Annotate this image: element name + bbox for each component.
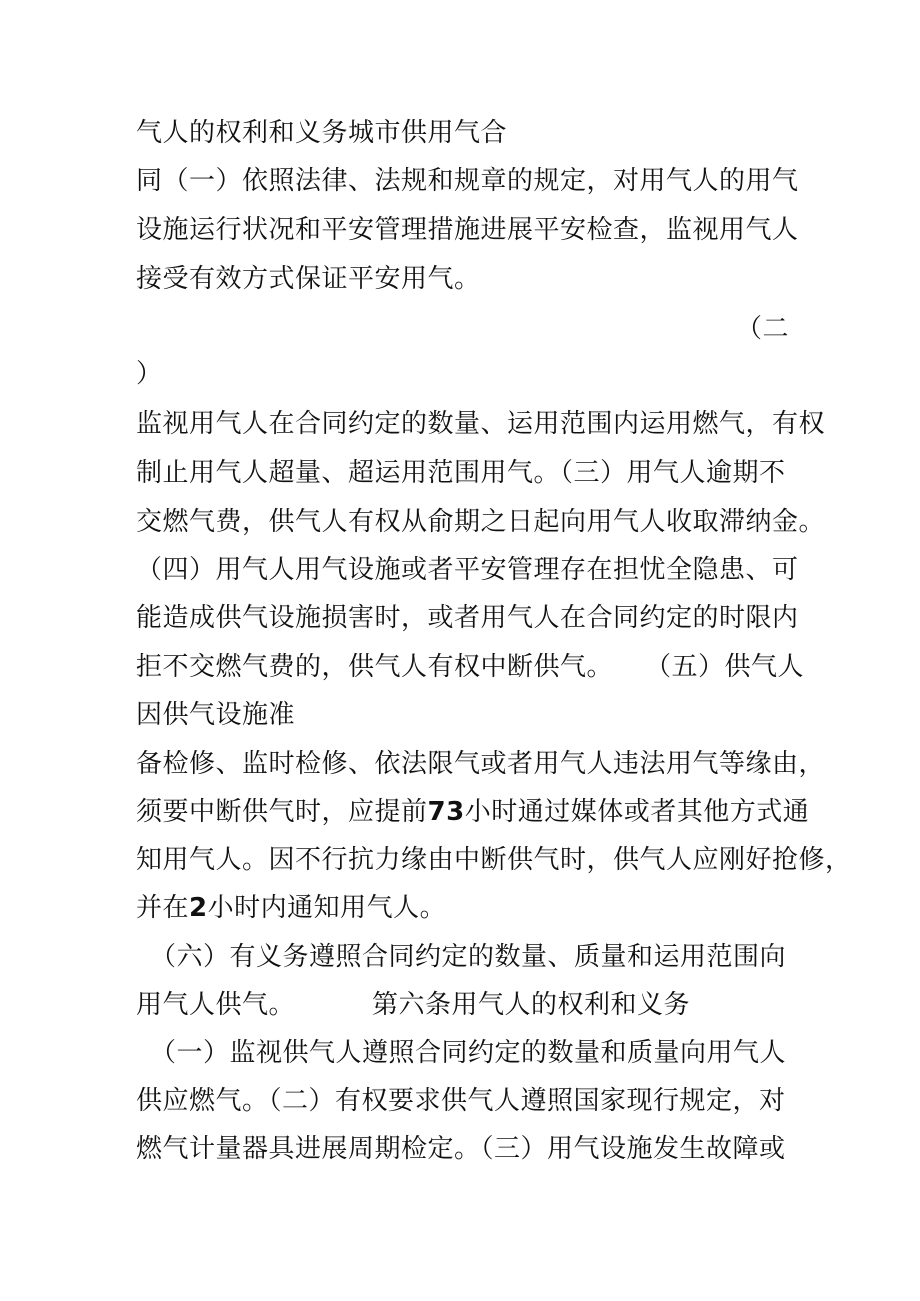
text-line: 同（一）依照法律、法规和规章的规定，对用气人的用气 <box>136 166 799 196</box>
text-line: 供应燃气。（二）有权要求供气人遵照国家现行规定，对 <box>136 1086 786 1116</box>
text-line: 拒不交燃气费的，供气人有权中断供气。 <box>136 652 614 682</box>
text-line: 制止用气人超量、超运用范围用气。（三）用气人逾期不 <box>136 458 786 488</box>
text-line: 知用气人。因不行抗力缘由中断供气时，供气人应刚好抢修， <box>136 845 852 875</box>
text-line: 燃气计量器具进展周期检定。（三）用气设施发生故障或 <box>136 1134 786 1164</box>
text-segment: 小时内通知用气人。 <box>207 893 447 923</box>
text-line: 监视用气人在合同约定的数量、运用范围内运用燃气，有权 <box>136 409 826 439</box>
text-line <box>136 795 809 829</box>
text-line: 用气人供气。 <box>136 990 296 1020</box>
text-line: （二 <box>736 314 790 344</box>
text-line: 设施运行状况和平安管理措施进展平安检查，监视用气人 <box>136 215 799 245</box>
text-line: 接受有效方式保证平安用气。 <box>136 264 481 294</box>
text-segment: 小时通过媒体或者其他方式通 <box>464 797 810 827</box>
text-line: （五）供气人 <box>645 652 805 682</box>
bold-number: 73 <box>427 797 465 827</box>
text-line <box>136 891 446 925</box>
text-segment: 须要中断供气时，应提前 <box>136 797 428 827</box>
text-line: （一）监视供气人遵照合同约定的数量和质量向用气人 <box>150 1038 787 1068</box>
text-line: 因供气设施准 <box>136 700 296 730</box>
text-line: ） <box>136 359 163 389</box>
text-line: 气人的权利和义务城市供用气合 <box>136 118 508 148</box>
text-line: 交燃气费，供气人有权从俞期之日起向用气人收取滞纳金。 <box>136 507 826 537</box>
text-line: 第六条用气人的权利和义务 <box>372 990 691 1020</box>
bold-number: 2 <box>189 893 208 923</box>
text-line: （六）有义务遵照合同约定的数量、质量和运用范围向 <box>150 942 787 972</box>
text-segment: 并在 <box>136 893 190 923</box>
text-line: 能造成供气设施损害时，或者用气人在合同约定的时限内 <box>136 603 799 633</box>
text-line: （四）用气人用气设施或者平安管理存在担忧全隐患、可 <box>136 555 799 585</box>
text-line: 备检修、监时检修、依法限气或者用气人违法用气等缘由， <box>136 749 826 779</box>
